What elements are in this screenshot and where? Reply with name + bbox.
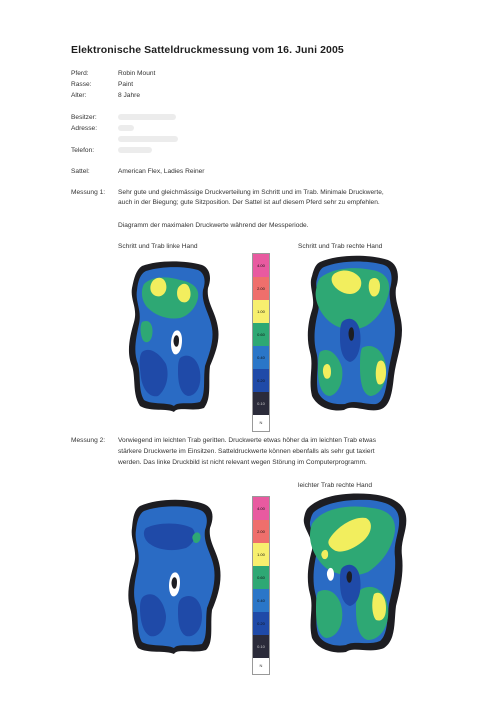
legend-2-unit: N [259, 663, 263, 668]
messung1-line1: Sehr gute und gleichmässige Druckverteilung im Schritt und im Trab. Minimale Druckwerte, [118, 189, 384, 196]
legend-1-0.40: 0.40 [253, 346, 269, 369]
legend-1-1.00: 1.00 [253, 300, 269, 323]
pressure-map-1-left [128, 262, 220, 412]
legend-2-0.20: 0.20 [253, 612, 269, 635]
messung2-line2: stärkere Druckwerte im Einsitzen. Satteldruckwerte können ebenfalls als sehr gut taxiert [118, 448, 375, 455]
messung1-left-caption: Schritt und Trab linke Hand [118, 243, 198, 250]
rasse-value: Paint [118, 81, 134, 88]
sattel-label: Sattel: [71, 168, 90, 175]
alter-label: Alter: [71, 92, 87, 99]
telefon-label: Telefon: [71, 147, 95, 154]
pressure-map-2-left [128, 500, 222, 656]
legend-1-0.10: 0.10 [253, 392, 269, 415]
page-title: Elektronische Satteldruckmessung vom 16. Juni 2005 [71, 44, 344, 56]
adresse-redacted-1 [118, 124, 134, 134]
adresse-redacted-2 [118, 135, 178, 145]
pressure-legend-1 [252, 253, 270, 432]
messung2-label: Messung 2: [71, 437, 106, 444]
messung2-line3: werden. Das linke Druckbild ist nicht relevant wegen Störung im Computerprogramm. [118, 459, 367, 466]
legend-1-2.00: 2.00 [253, 277, 269, 300]
legend-1-4.00: 4.00 [253, 254, 269, 277]
messung1-line2: auch in der Biegung; gute Sitzposition. Der Sattel ist auf diesem Pferd sehr zu empfehlen. [118, 199, 380, 206]
legend-2-0.60: 0.60 [253, 566, 269, 589]
legend-2-0.40: 0.40 [253, 589, 269, 612]
sattel-value: American Flex, Ladies Reiner [118, 168, 205, 175]
legend-1-0.20: 0.20 [253, 369, 269, 392]
rasse-label: Rasse: [71, 81, 92, 88]
messung1-label: Messung 1: [71, 189, 106, 196]
pferd-value: Robin Mount [118, 70, 156, 77]
messung2-line1: Vorwiegend im leichten Trab geritten. Druckwerte etwas höher da im leichten Trab etwas [118, 437, 377, 444]
legend-2-0.10: 0.10 [253, 635, 269, 658]
legend-1-unit: N [259, 420, 263, 425]
besitzer-label: Besitzer: [71, 114, 97, 121]
besitzer-redacted [118, 113, 176, 123]
legend-1-0.60: 0.60 [253, 323, 269, 346]
adresse-label: Adresse: [71, 125, 98, 132]
messung1-diagram-note: Diagramm der maximalen Druckwerte während der Messperiode. [118, 222, 309, 229]
messung1-right-caption: Schritt und Trab rechte Hand [298, 243, 383, 250]
legend-2-2.00: 2.00 [253, 520, 269, 543]
telefon-redacted [118, 146, 152, 156]
legend-2-1.00: 1.00 [253, 543, 269, 566]
pressure-map-1-right [304, 256, 404, 412]
alter-value: 8 Jahre [118, 92, 140, 99]
legend-2-4.00: 4.00 [253, 497, 269, 520]
pressure-legend-2 [252, 496, 270, 675]
pressure-map-2-right [300, 494, 410, 654]
pferd-label: Pferd: [71, 70, 89, 77]
messung2-right-caption: leichter Trab rechte Hand [298, 482, 373, 489]
